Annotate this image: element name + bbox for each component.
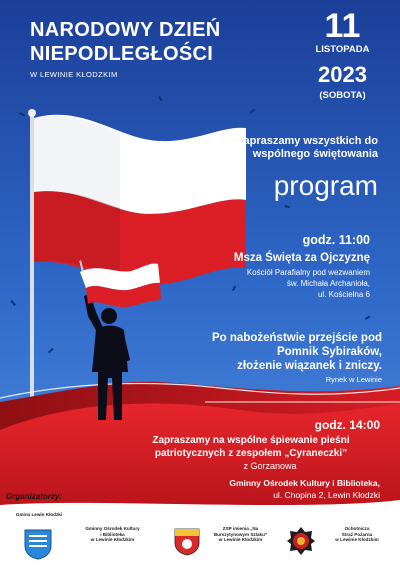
invitation-line-1: Zapraszamy wszystkich do [236, 135, 378, 147]
date-month: LISTOPADA [315, 44, 370, 55]
fire-brigade-emblem-icon [286, 526, 316, 556]
event-1-detail-1: Kościół Parafialny pod wezwaniem [246, 268, 370, 277]
program-heading: program [273, 170, 378, 201]
organizer-zsp-name: ZSP imienia „Na Burszytynowym Szlaku” w Lewinie Kłodzkim [213, 526, 268, 542]
event-title [30, 18, 250, 66]
invitation-line-2: wspólnego świętowania [252, 148, 378, 160]
title-line-1: NARODOWY DZIEŃ [30, 19, 221, 41]
invitation-text [200, 135, 378, 161]
organizer-gmina-name: Gmina Lewin Kłodzki [15, 512, 63, 517]
event-3-venue-1: Gminny Ośrodek Kultury i Biblioteka, [229, 478, 380, 488]
organizers-heading: Organizatorzy: [6, 492, 63, 501]
location-subtitle: W LEWINIE KŁODZKIM [30, 70, 118, 79]
title-line-2: NIEPODLEGŁOŚCI [30, 43, 214, 65]
event-3-line-1: Zapraszamy na wspólne śpiewanie pieśni [152, 435, 350, 446]
event-1-time: godz. 11:00 [302, 233, 370, 247]
event-2-line-1: Po nabożeństwie przejście pod [212, 332, 382, 344]
event-1-detail-2: św. Michała Archanioła, [286, 279, 370, 288]
date-year: 2023 [318, 62, 367, 87]
coat-of-arms-icon [22, 528, 54, 560]
event-3-venue-2: ul. Chopina 2, Lewin Kłodzki [273, 490, 380, 500]
event-3-line-2: patriotycznych z zespołem „Cyraneczki” [154, 448, 348, 459]
date-day: 11 [324, 7, 361, 45]
organizer-osp-name: Ochotnicza Straż Pożarna w Lewinie Kłodzkim [335, 526, 379, 542]
event-2-location: Rynek w Lewinie [325, 375, 382, 384]
organizer-gokib-name: Gminny Ośrodek Kultury i Biblioteka w Lewinie Kłodzkim [85, 526, 140, 542]
event-2-line-2: Pomnik Sybiraków, [276, 346, 382, 358]
event-1-detail-3: ul. Kościelna 6 [317, 290, 370, 299]
event-2-description [160, 331, 382, 373]
event-3-time: godz. 14:00 [314, 418, 380, 432]
flag-pole [30, 112, 34, 432]
date-weekday: (SOBOTA) [319, 90, 366, 101]
event-3-from: z Gorzanowa [243, 461, 297, 471]
event-2-line-3: złożenie wiązanek i zniczy. [237, 360, 382, 372]
event-3-description [120, 434, 382, 460]
event-1-title: Msza Święta za Ojczyznę [233, 252, 370, 264]
